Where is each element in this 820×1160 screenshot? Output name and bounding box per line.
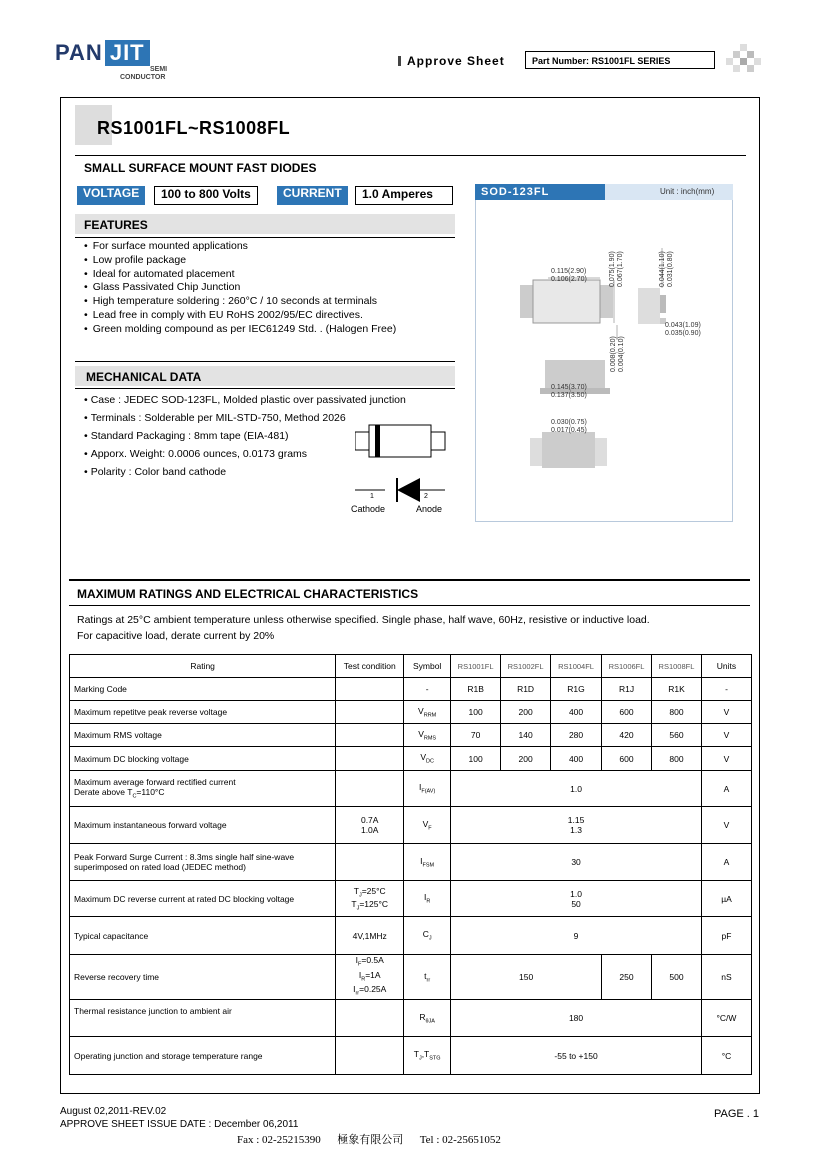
table-row xyxy=(70,678,752,701)
product-title: RS1001FL~RS1008FL xyxy=(97,118,291,138)
symbol-main: I xyxy=(418,782,422,793)
dim-length-max: 0.115(2.90) xyxy=(551,268,587,275)
symbol-sub: rr xyxy=(426,977,431,984)
symbol-sub: FSM xyxy=(422,862,435,869)
value-cell: 800 xyxy=(652,701,702,724)
condition-cell xyxy=(336,844,404,881)
col-header: Symbol xyxy=(404,655,451,678)
feature-item: • For surface mounted applications xyxy=(84,240,396,254)
dim-lead xyxy=(665,322,701,338)
current-value: 1.0 Amperes xyxy=(355,186,453,205)
value-cell: 600 xyxy=(602,747,652,771)
rating-line xyxy=(74,787,331,800)
cond-sub: R xyxy=(361,976,366,983)
mech-rule xyxy=(75,388,455,389)
value-cell: 70 xyxy=(451,724,501,747)
package-unit: Unit : inch(mm) xyxy=(660,187,715,196)
rating-cell xyxy=(70,771,336,807)
value-cell: R1G xyxy=(551,678,602,701)
unit-cell: V xyxy=(701,807,751,844)
dim-height-max: 0.075(1.90) xyxy=(609,251,616,287)
cond-text: T xyxy=(351,898,357,909)
value-line: 1.3 xyxy=(570,825,582,835)
unit-cell: A xyxy=(701,771,751,807)
cond-text: =0.25A xyxy=(359,984,387,995)
symbol-main: V xyxy=(420,752,426,763)
value-cell: 400 xyxy=(551,701,602,724)
mech-item: • Apporx. Weight: 0.0006 ounces, 0.0173 grams xyxy=(84,445,406,463)
feature-item: • Lead free in comply with EU RoHS 2002/95/EC directives. xyxy=(84,309,396,323)
product-subtitle: SMALL SURFACE MOUNT FAST DIODES xyxy=(84,161,317,175)
col-header: Test condition xyxy=(336,655,404,678)
feature-item: • High temperature soldering : 260°C / 10 seconds at terminals xyxy=(84,295,396,309)
symbol-main: T xyxy=(413,1049,419,1060)
table-row xyxy=(70,701,752,724)
dim-thickness-min: 0.031(0.80) xyxy=(667,251,674,287)
condition-line xyxy=(340,955,399,970)
symbol-cell xyxy=(404,771,451,807)
dim-standoff-max: 0.008(0.20) xyxy=(610,336,617,372)
symbol-main: R xyxy=(419,1011,426,1022)
value-cell xyxy=(451,881,702,917)
value-cell: 420 xyxy=(602,724,652,747)
fax-tel-line: Fax : 02-25215390 極象有限公司 Tel : 02-25651052 xyxy=(237,1134,501,1146)
value-cell: 200 xyxy=(501,747,551,771)
value-cell: 560 xyxy=(652,724,702,747)
value-cell: 180 xyxy=(451,1000,702,1037)
table-row xyxy=(70,917,752,955)
dim-pad-min: 0.017(0.45) xyxy=(551,427,587,434)
col-header: RS1006FL xyxy=(602,655,652,678)
rating-line: Peak Forward Surge Current : 8.3ms single half sine-wave xyxy=(74,852,295,862)
unit-cell: µA xyxy=(701,881,751,917)
table-row xyxy=(70,747,752,771)
table-row xyxy=(70,844,752,881)
col-header: RS1001FL xyxy=(451,655,501,678)
condition-line xyxy=(340,970,399,985)
logo-text-pan: PAN xyxy=(55,40,103,65)
dim-thickness xyxy=(659,251,675,287)
condition-cell: 4V,1MHz xyxy=(336,917,404,955)
dim-length xyxy=(551,268,587,284)
anode-label: Anode xyxy=(416,504,443,514)
rating-cell: Marking Code xyxy=(70,678,336,701)
symbol-cell xyxy=(404,881,451,917)
cond-text: =125°C xyxy=(359,898,389,909)
table-row xyxy=(70,1000,752,1037)
rating-cell: Maximum instantaneous forward voltage xyxy=(70,807,336,844)
feature-item: • Glass Passivated Chip Junction xyxy=(84,281,396,295)
mech-item: • Standard Packaging : 8mm tape (EIA-481) xyxy=(84,427,406,445)
symbol-sub: F(AV) xyxy=(421,788,436,795)
symbol-sub: θJA xyxy=(425,1018,435,1025)
value-cell: 280 xyxy=(551,724,602,747)
title-rule xyxy=(75,155,746,156)
panjit-logo xyxy=(55,40,150,66)
logo-text-jit: JIT xyxy=(105,40,150,66)
page-number: PAGE . 1 xyxy=(714,1108,760,1120)
value-cell: R1K xyxy=(652,678,702,701)
rating-cell xyxy=(70,844,336,881)
rating-cell: Operating junction and storage temperature range xyxy=(70,1037,336,1075)
revision-date: August 02,2011-REV.02 xyxy=(60,1106,167,1117)
symbol-cell xyxy=(404,1000,451,1037)
condition-cell xyxy=(336,1000,404,1037)
value-cell: 800 xyxy=(652,747,702,771)
rating-cell: Reverse recovery time xyxy=(70,955,336,1000)
symbol-cell: - xyxy=(404,678,451,701)
unit-cell: A xyxy=(701,844,751,881)
dim-thickness-max: 0.044(1.10) xyxy=(659,251,666,287)
symbol-sub: RRM xyxy=(423,712,437,719)
table-header-row xyxy=(70,655,752,678)
feature-item: • Low profile package xyxy=(84,254,396,268)
table-row xyxy=(70,881,752,917)
pin2-label: 2 xyxy=(424,493,428,500)
unit-cell: °C xyxy=(701,1037,751,1075)
features-heading: FEATURES xyxy=(84,218,148,232)
dim-pad xyxy=(551,419,587,435)
condition-line xyxy=(340,899,399,912)
symbol-main: t xyxy=(424,970,427,981)
symbol-cell xyxy=(404,1037,451,1075)
value-cell: 140 xyxy=(501,724,551,747)
cond-text: =1A xyxy=(365,969,381,980)
max-ratings-heading: MAXIMUM RATINGS AND ELECTRICAL CHARACTERISTICS xyxy=(77,587,419,601)
unit-cell: pF xyxy=(701,917,751,955)
dim-lead-max: 0.043(1.09) xyxy=(665,322,701,329)
cond-sub: J xyxy=(356,905,360,912)
unit-cell: V xyxy=(701,724,751,747)
symbol-cell xyxy=(404,955,451,1000)
unit-cell: nS xyxy=(701,955,751,1000)
value-line: 50 xyxy=(571,898,581,909)
col-header: RS1008FL xyxy=(652,655,702,678)
symbol-sub: J xyxy=(428,935,432,942)
value-cell: R1D xyxy=(501,678,551,701)
rating-cell: Thermal resistance junction to ambient air xyxy=(70,1000,336,1037)
logo-subtitle xyxy=(120,66,167,82)
ratings-note-line1: Ratings at 25°C ambient temperature unless otherwise specified. Single phase, half wave, 60Hz, resistive or inductive load. xyxy=(77,614,650,626)
mr-top-rule xyxy=(69,579,750,581)
symbol-main: I xyxy=(420,855,423,866)
voltage-value: 100 to 800 Volts xyxy=(154,186,258,205)
cond-text: =25°C xyxy=(361,885,386,896)
issue-date: APPROVE SHEET ISSUE DATE : December 06,2011 xyxy=(60,1119,299,1130)
symbol-main: C xyxy=(422,929,429,940)
cond-text: T xyxy=(353,885,359,896)
dim-standoff-min: 0.004(0.10) xyxy=(618,336,625,372)
symbol-main: V xyxy=(418,728,424,739)
unit-cell: V xyxy=(701,747,751,771)
unit-cell: - xyxy=(701,678,751,701)
symbol-sub: J xyxy=(418,1055,422,1062)
symbol-main: I xyxy=(423,892,427,903)
rating-cell: Maximum RMS voltage xyxy=(70,724,336,747)
rating-cell: Maximum DC blocking voltage xyxy=(70,747,336,771)
dim-overall-min: 0.137(3.50) xyxy=(551,392,587,399)
dim-height-min: 0.067(1.70) xyxy=(617,251,624,287)
mech-item: • Terminals : Solderable per MIL-STD-750, Method 2026 xyxy=(84,409,406,427)
col-header: Rating xyxy=(70,655,336,678)
value-cell xyxy=(451,807,702,844)
pin1-label: 1 xyxy=(370,493,374,500)
value-cell: 9 xyxy=(451,917,702,955)
rating-cell: Typical capacitance xyxy=(70,917,336,955)
mech-top-rule xyxy=(75,361,455,362)
condition-cell xyxy=(336,747,404,771)
symbol-cell xyxy=(404,701,451,724)
dim-overall xyxy=(551,384,587,400)
table-row xyxy=(70,724,752,747)
mech-item: • Case : JEDEC SOD-123FL, Molded plastic over passivated junction xyxy=(84,391,406,409)
part-number-box: Part Number: RS1001FL SERIES xyxy=(525,51,715,69)
condition-line xyxy=(340,984,399,999)
value-cell: 150 xyxy=(451,955,602,1000)
dim-lead-min: 0.035(0.90) xyxy=(665,330,701,337)
symbol-main: ,T xyxy=(421,1049,430,1060)
symbol-sub: F xyxy=(428,825,432,832)
approve-sheet-label: Approve Sheet xyxy=(398,54,505,68)
cathode-label: Cathode xyxy=(351,504,386,514)
unit-cell: °C/W xyxy=(701,1000,751,1037)
col-header: RS1002FL xyxy=(501,655,551,678)
table-row xyxy=(70,1037,752,1075)
value-cell: R1B xyxy=(451,678,501,701)
value-cell: R1J xyxy=(602,678,652,701)
value-cell: -55 to +150 xyxy=(451,1037,702,1075)
ratings-table xyxy=(69,654,752,1075)
symbol-cell xyxy=(404,807,451,844)
value-cell: 500 xyxy=(652,955,702,1000)
symbol-cell xyxy=(404,844,451,881)
rating-text: Derate above T xyxy=(74,787,133,798)
cond-text: =0.5A xyxy=(361,955,384,965)
dim-standoff xyxy=(610,336,626,372)
symbol-sub: STG xyxy=(429,1055,441,1062)
symbol-sub: RMS xyxy=(423,735,437,742)
ratings-note xyxy=(77,612,650,644)
symbol-cell xyxy=(404,747,451,771)
rating-cell: Maximum repetitve peak reverse voltage xyxy=(70,701,336,724)
unit-cell: V xyxy=(701,701,751,724)
table-row xyxy=(70,955,752,1000)
rating-sub: C xyxy=(132,793,137,800)
mr-rule xyxy=(69,605,750,606)
logo-sub-conductor: CONDUCTOR xyxy=(120,74,166,81)
features-rule xyxy=(75,237,455,238)
rating-cell: Maximum DC reverse current at rated DC blocking voltage xyxy=(70,881,336,917)
cond-text: I xyxy=(355,955,358,965)
table-row xyxy=(70,807,752,844)
dim-length-min: 0.106(2.70) xyxy=(551,276,587,283)
value-cell: 600 xyxy=(602,701,652,724)
condition-cell xyxy=(336,881,404,917)
package-name: SOD-123FL xyxy=(475,184,605,200)
cond-sub: F xyxy=(357,961,362,968)
value-cell: 200 xyxy=(501,701,551,724)
symbol-main: V xyxy=(422,818,429,829)
symbol-cell xyxy=(404,917,451,955)
condition-cell xyxy=(336,807,404,844)
condition-cell xyxy=(336,678,404,701)
voltage-tag: VOLTAGE xyxy=(77,186,145,205)
symbol-cell xyxy=(404,724,451,747)
condition-cell xyxy=(336,955,404,1000)
rating-text: =110°C xyxy=(136,787,165,798)
value-cell: 400 xyxy=(551,747,602,771)
condition-cell xyxy=(336,1037,404,1075)
value-cell: 30 xyxy=(451,844,702,881)
mechanical-heading: MECHANICAL DATA xyxy=(86,370,202,384)
dim-overall-max: 0.145(3.70) xyxy=(551,384,587,391)
col-header: Units xyxy=(701,655,751,678)
dim-height xyxy=(609,251,625,287)
cond-text: I xyxy=(358,969,362,980)
condition-line xyxy=(340,886,399,899)
condition-cell xyxy=(336,701,404,724)
value-cell: 1.0 xyxy=(451,771,702,807)
features-list xyxy=(84,240,396,337)
symbol-main: V xyxy=(418,705,424,716)
feature-item: • Green molding compound as per IEC61249 Std. . (Halogen Free) xyxy=(84,323,396,337)
dim-pad-max: 0.030(0.75) xyxy=(551,419,587,426)
rating-line: superimposed on rated load (JEDEC method) xyxy=(74,862,246,872)
condition-line: 1.0A xyxy=(360,825,379,835)
current-tag: CURRENT xyxy=(277,186,348,205)
mech-item: • Polarity : Color band cathode xyxy=(84,463,406,481)
symbol-sub: R xyxy=(426,898,431,905)
feature-item: • Ideal for automated placement xyxy=(84,268,396,282)
condition-cell xyxy=(336,724,404,747)
rating-line: Maximum average forward rectified current xyxy=(74,777,236,788)
cond-sub: rr xyxy=(355,991,360,998)
value-cell: 250 xyxy=(602,955,652,1000)
value-cell: 100 xyxy=(451,701,501,724)
value-cell: 100 xyxy=(451,747,501,771)
cond-text: I xyxy=(353,984,356,995)
cond-sub: J xyxy=(358,892,362,899)
symbol-sub: DC xyxy=(426,758,434,765)
table-row xyxy=(70,771,752,807)
condition-line: 0.7A xyxy=(360,815,379,825)
ratings-note-line2: For capacitive load, derate current by 20% xyxy=(77,630,275,642)
logo-sub-semi: SEMI xyxy=(150,66,168,73)
value-line: 1.15 xyxy=(567,815,585,825)
col-header: RS1004FL xyxy=(551,655,602,678)
value-line: 1.0 xyxy=(570,888,582,899)
condition-cell xyxy=(336,771,404,807)
